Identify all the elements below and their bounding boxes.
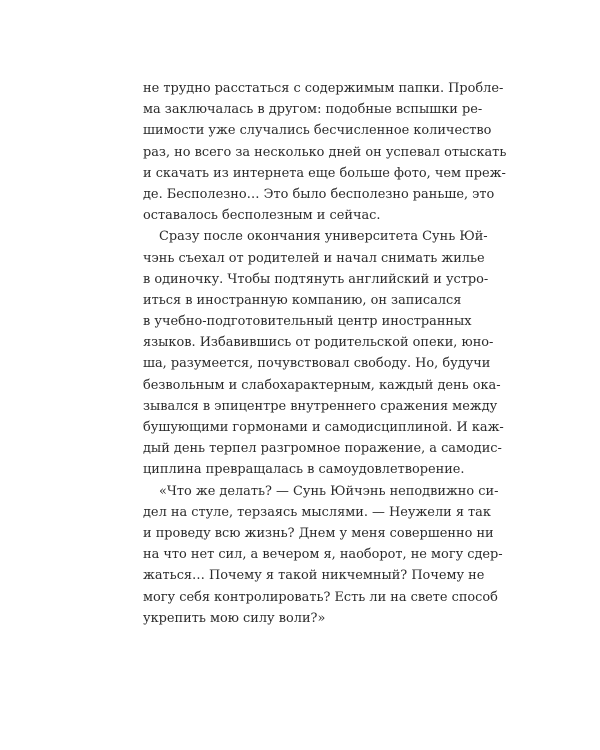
text-line: жаться… Почему я такой никчемный? Почему не [143, 568, 485, 584]
text-line: иться в иностранную компанию, он записался [143, 292, 462, 308]
text-line: укрепить мою силу воли?» [143, 610, 326, 626]
text-line: языков. Избавившись от родительской опеки, юно- [143, 335, 494, 351]
text-line: де. Бесполезно… Это было бесполезно раньше, это [143, 186, 495, 202]
text-line: зывался в эпицентре внутреннего сражения между [143, 398, 498, 414]
text-line: ма заключалась в другом: подобные вспышки ре- [143, 102, 483, 118]
paragraph-3 [143, 481, 503, 629]
text-line: и проведу всю жизнь? Днем у меня совершенно ни [143, 525, 494, 541]
text-line: Сразу после окончания университета Сунь Юй- [159, 229, 488, 245]
text-line: и скачать из интернета еще больше фото, чем преж- [143, 165, 506, 181]
text-line: бушующими гормонами и самодисциплиной. И каж- [143, 420, 504, 435]
text-line: в учебно-подготовительный центр иностранных [143, 314, 472, 330]
body-text [143, 78, 507, 629]
text-line: ша, разумеется, почувствовал свободу. Но, будучи [143, 356, 491, 372]
text-line: «Что же делать? — Сунь Юйчэнь неподвижно си- [159, 483, 499, 499]
text-line: чэнь съехал от родителей и начал снимать жилье [143, 250, 485, 266]
text-line: оставалось бесполезным и сейчас. [143, 208, 381, 224]
text-line: дый день терпел разгромное поражение, а самодис- [143, 441, 502, 457]
paragraph-1 [143, 78, 507, 226]
text-line: не трудно расстаться с содержимым папки. Пробле- [143, 81, 504, 96]
text-line: раз, но всего за несколько дней он успевал отыскать [143, 144, 507, 160]
text-line: безвольным и слабохарактерным, каждый день ока- [143, 377, 501, 393]
text-line: на что нет сил, а вечером я, наоборот, не могу сдер- [143, 547, 503, 563]
text-line: в одиночку. Чтобы подтянуть английский и устро- [143, 271, 489, 287]
text-line: циплина превращалась в самоудовлетворение. [143, 462, 465, 478]
text-line: шимости уже случались бесчисленное количество [143, 123, 492, 139]
text-line: могу себя контролировать? Есть ли на свете способ [143, 589, 498, 605]
paragraph-2 [143, 226, 504, 480]
text-line: дел на стуле, терзаясь мыслями. — Неужели я так [143, 504, 491, 520]
